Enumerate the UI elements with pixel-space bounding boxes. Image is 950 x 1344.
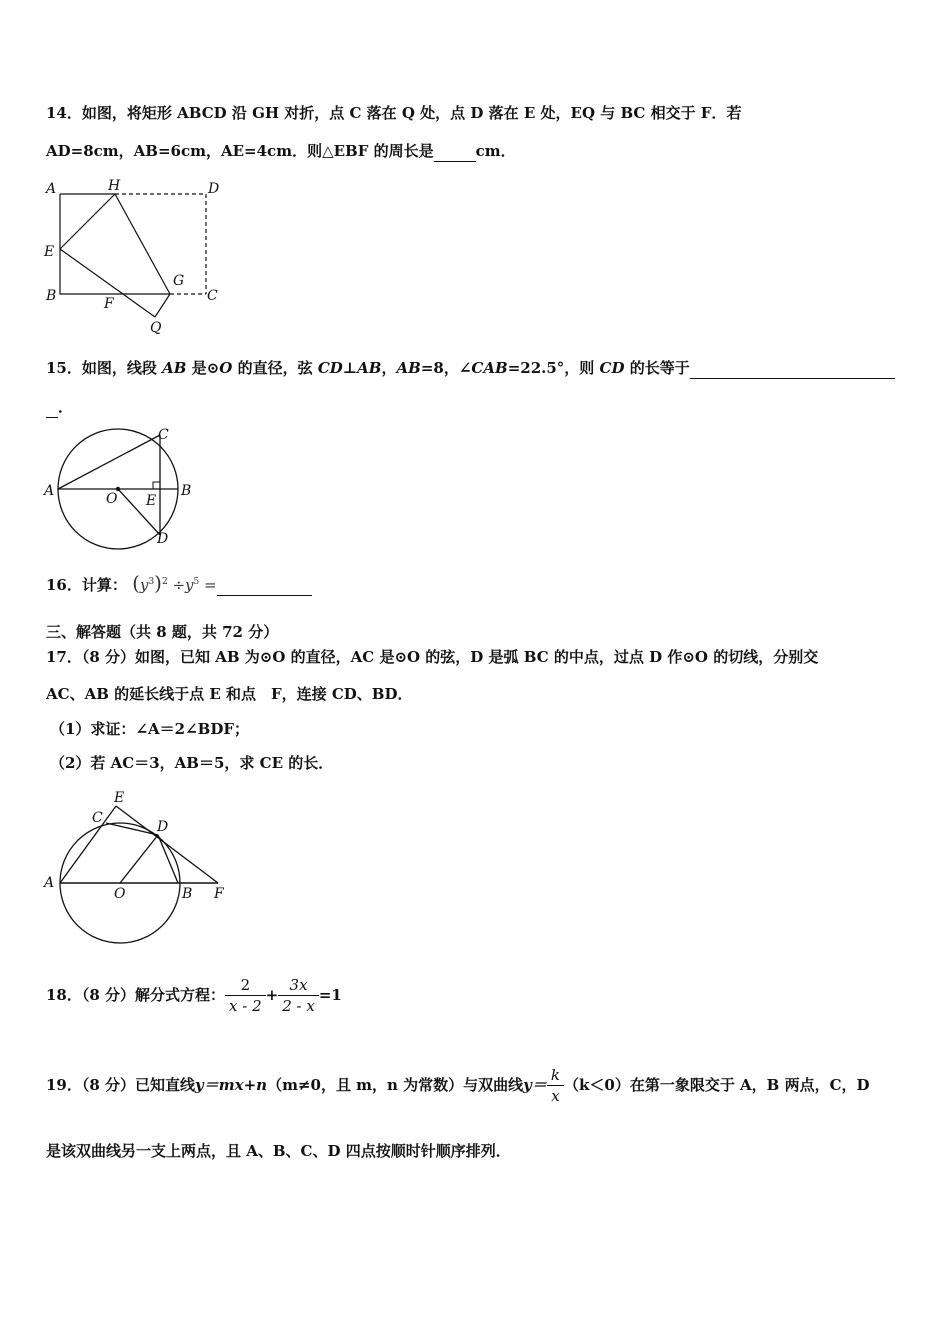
q15-answer-blank — [690, 358, 895, 379]
q15-t4: 的直径，弦 — [237, 359, 313, 377]
q18-text — [46, 970, 342, 1020]
q15-perp: ⊥ — [342, 359, 358, 377]
q18-plus: + — [265, 986, 279, 1004]
q17-text-line2: AC、AB 的延长线于点 E 和点 F，连接 CD、BD． — [46, 685, 413, 703]
q14-label-C: C — [207, 288, 218, 304]
q14-label-Q: Q — [150, 320, 162, 336]
q14-text-line2-a: AD=8cm，AB=6cm，AE=4cm．则△EBF 的周长是 — [46, 142, 434, 160]
q18-fraction-1 — [225, 975, 266, 1016]
q15-ab-2: AB — [357, 359, 382, 377]
q17-figure — [40, 788, 240, 948]
q14-label-B: B — [46, 288, 57, 304]
q14-text-line2 — [46, 141, 516, 162]
q19-line-eq: y＝mx+n — [195, 1076, 268, 1094]
q15-answer-blank-cont — [46, 397, 58, 418]
q16-base2: y — [185, 576, 194, 594]
q14-label-G: G — [173, 273, 185, 289]
q15-t10: =8，∠ — [420, 359, 472, 377]
q14-label-H: H — [108, 178, 121, 194]
q15-t2: 是⊙ — [191, 359, 220, 377]
q15-figure — [40, 420, 210, 550]
q16-answer-blank — [217, 575, 312, 596]
q16-prefix: 16．计算： — [46, 576, 127, 594]
q19-cond: （m≠0，且 m，n 为常数）与双曲线 — [267, 1076, 524, 1094]
q15-cd-1: CD — [317, 359, 343, 377]
q16-base: y — [139, 576, 149, 594]
q15-cab: CAB — [471, 359, 508, 377]
q14-text-line2-b: cm． — [475, 142, 516, 160]
q19-den: x — [547, 1085, 564, 1106]
q15-label-O: O — [106, 491, 118, 507]
q15-text-line2 — [46, 397, 73, 418]
q17-label-F: F — [214, 886, 224, 902]
q15-t12: =22.5°，则 — [507, 359, 595, 377]
q15-period: ． — [58, 398, 74, 416]
q15-prefix: 15．如图，线段 — [46, 359, 157, 377]
q19-prefix: 19．（8 分）已知直线 — [46, 1076, 196, 1094]
q19-num: k — [550, 1065, 560, 1084]
q17-label-B: B — [182, 886, 193, 902]
q18-num2: 3x — [289, 975, 308, 994]
q15-label-E: E — [146, 493, 157, 509]
q15-ab-3: AB — [396, 359, 421, 377]
q18-fraction-2 — [278, 975, 319, 1016]
q18-prefix: 18．（8 分）解分式方程： — [46, 986, 226, 1004]
q17-label-A: A — [44, 875, 55, 891]
q14-label-E: E — [44, 244, 55, 260]
q15-cd-2: CD — [599, 359, 625, 377]
q16-eq: = — [204, 576, 217, 594]
q18-num1: 2 — [240, 975, 251, 994]
q16-exp-inner: 3 — [148, 577, 155, 587]
q14-answer-blank — [434, 141, 476, 162]
q15-label-D: D — [157, 531, 169, 547]
q14-label-D: D — [208, 181, 220, 197]
q15-ab-1: AB — [162, 359, 187, 377]
q18-rhs: =1 — [318, 986, 342, 1004]
q16-expression: $(y^3)^2 \div y^5$ = — [132, 571, 217, 595]
q15-o: O — [219, 359, 233, 377]
q17-part1: （1）求证：∠A＝2∠BDF； — [50, 720, 249, 738]
q16-div: ÷ — [172, 576, 186, 594]
q15-label-A: A — [44, 483, 55, 499]
q17-label-D: D — [157, 819, 169, 835]
section-heading: 三、解答题（共 8 题，共 72 分） — [46, 623, 279, 641]
q15-t8: ， — [381, 359, 397, 377]
q17-text-line1: 17．（8 分）如图，已知 AB 为⊙O 的直径，AC 是⊙O 的弦，D 是弧 BC 的中点，过点 D 作⊙O 的切线，分别交 — [46, 648, 819, 666]
q14-label-F: F — [104, 296, 114, 312]
q19-text-line2: 是该双曲线另一支上两点，且 A、B、C、D 四点按顺时针顺序排列． — [46, 1142, 511, 1160]
q15-t14: 的长等于 — [629, 359, 690, 377]
q19-y: y＝ — [523, 1076, 547, 1094]
q18-den2: 2 - x — [278, 995, 319, 1016]
q14-figure — [40, 172, 230, 342]
q16-exp-outer: 2 — [161, 577, 168, 587]
q19-cond2: （k＜0）在第一象限交于 A，B 两点，C，D — [563, 1076, 870, 1094]
q17-label-O: O — [114, 886, 126, 902]
q17-part2: （2）若 AC＝3，AB＝5，求 CE 的长． — [50, 754, 334, 772]
q18-den1: x - 2 — [225, 995, 266, 1016]
q15-label-B: B — [181, 483, 192, 499]
q19-text-line1 — [46, 1055, 870, 1115]
q19-fraction — [547, 1065, 564, 1106]
q15-label-C: C — [158, 427, 169, 443]
q17-label-E: E — [114, 790, 125, 806]
q16-exp2: 5 — [193, 577, 200, 587]
q16-text — [46, 572, 312, 596]
q14-label-A: A — [46, 181, 57, 197]
q14-text-line1: 14．如图，将矩形 ABCD 沿 GH 对折，点 C 落在 Q 处，点 D 落在 E 处，EQ 与 BC 相交于 F．若 — [46, 104, 742, 122]
q17-label-C: C — [92, 810, 103, 826]
q15-text-line1 — [46, 358, 895, 379]
